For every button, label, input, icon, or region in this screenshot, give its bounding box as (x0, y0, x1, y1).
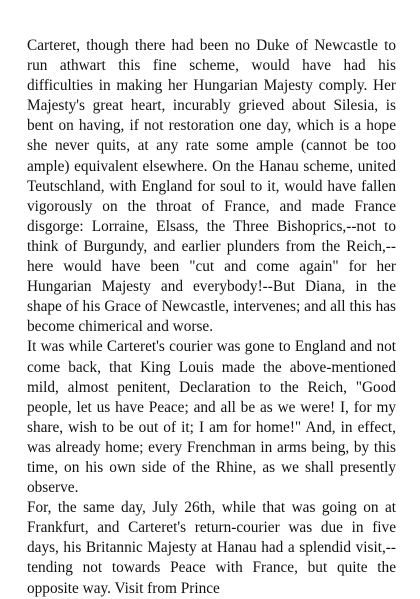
paragraph-2: It was while Carteret's courier was gone to England and not come back, that King Louis made the above-mentioned mild, almost penitent, Declaration to the Reich, "Good people, let us have Peace; and all be as we were! I, for my share, wish to be out of it; I am for home!" And, in effect, was already home; every Frenchman in arms being, by this time, on his own side of the Rhine, as we shall presently observe. (27, 338, 396, 497)
document-page (27, 36, 396, 599)
paragraph-1: Carteret, though there had been no Duke of Newcastle to run athwart this fine scheme, would have had his difficulties in making her Hungarian Majesty comply. Her Majesty's great heart, incurably grieved about Silesia, is bent on having, if not restoration one day, which is a hope she never quits, at any rate some ample (cannot be too ample) equivalent elsewhere. On the Hanau scheme, united Teutschland, with England for soul to it, would have fallen vigorously on the throat of France, and made France disgorge: Lorraine, Elsass, the Three Bishoprics,--not to think of Burgundy, and earlier plunders from the Reich,--here would have been "cut and come again" for her Hungarian Majesty and everybody!--But Diana, in the shape of his Grace of Newcastle, intervenes; and all this has become chimerical and worse. (27, 37, 396, 336)
paragraph-3: For, the same day, July 26th, while that was going on at Frankfurt, and Carteret's return-courier was due in five days, his Britannic Majesty at Hanau had a splendid visit,--tending not towards Peace with France, but quite the opposite way. Visit from Prince (27, 499, 396, 597)
